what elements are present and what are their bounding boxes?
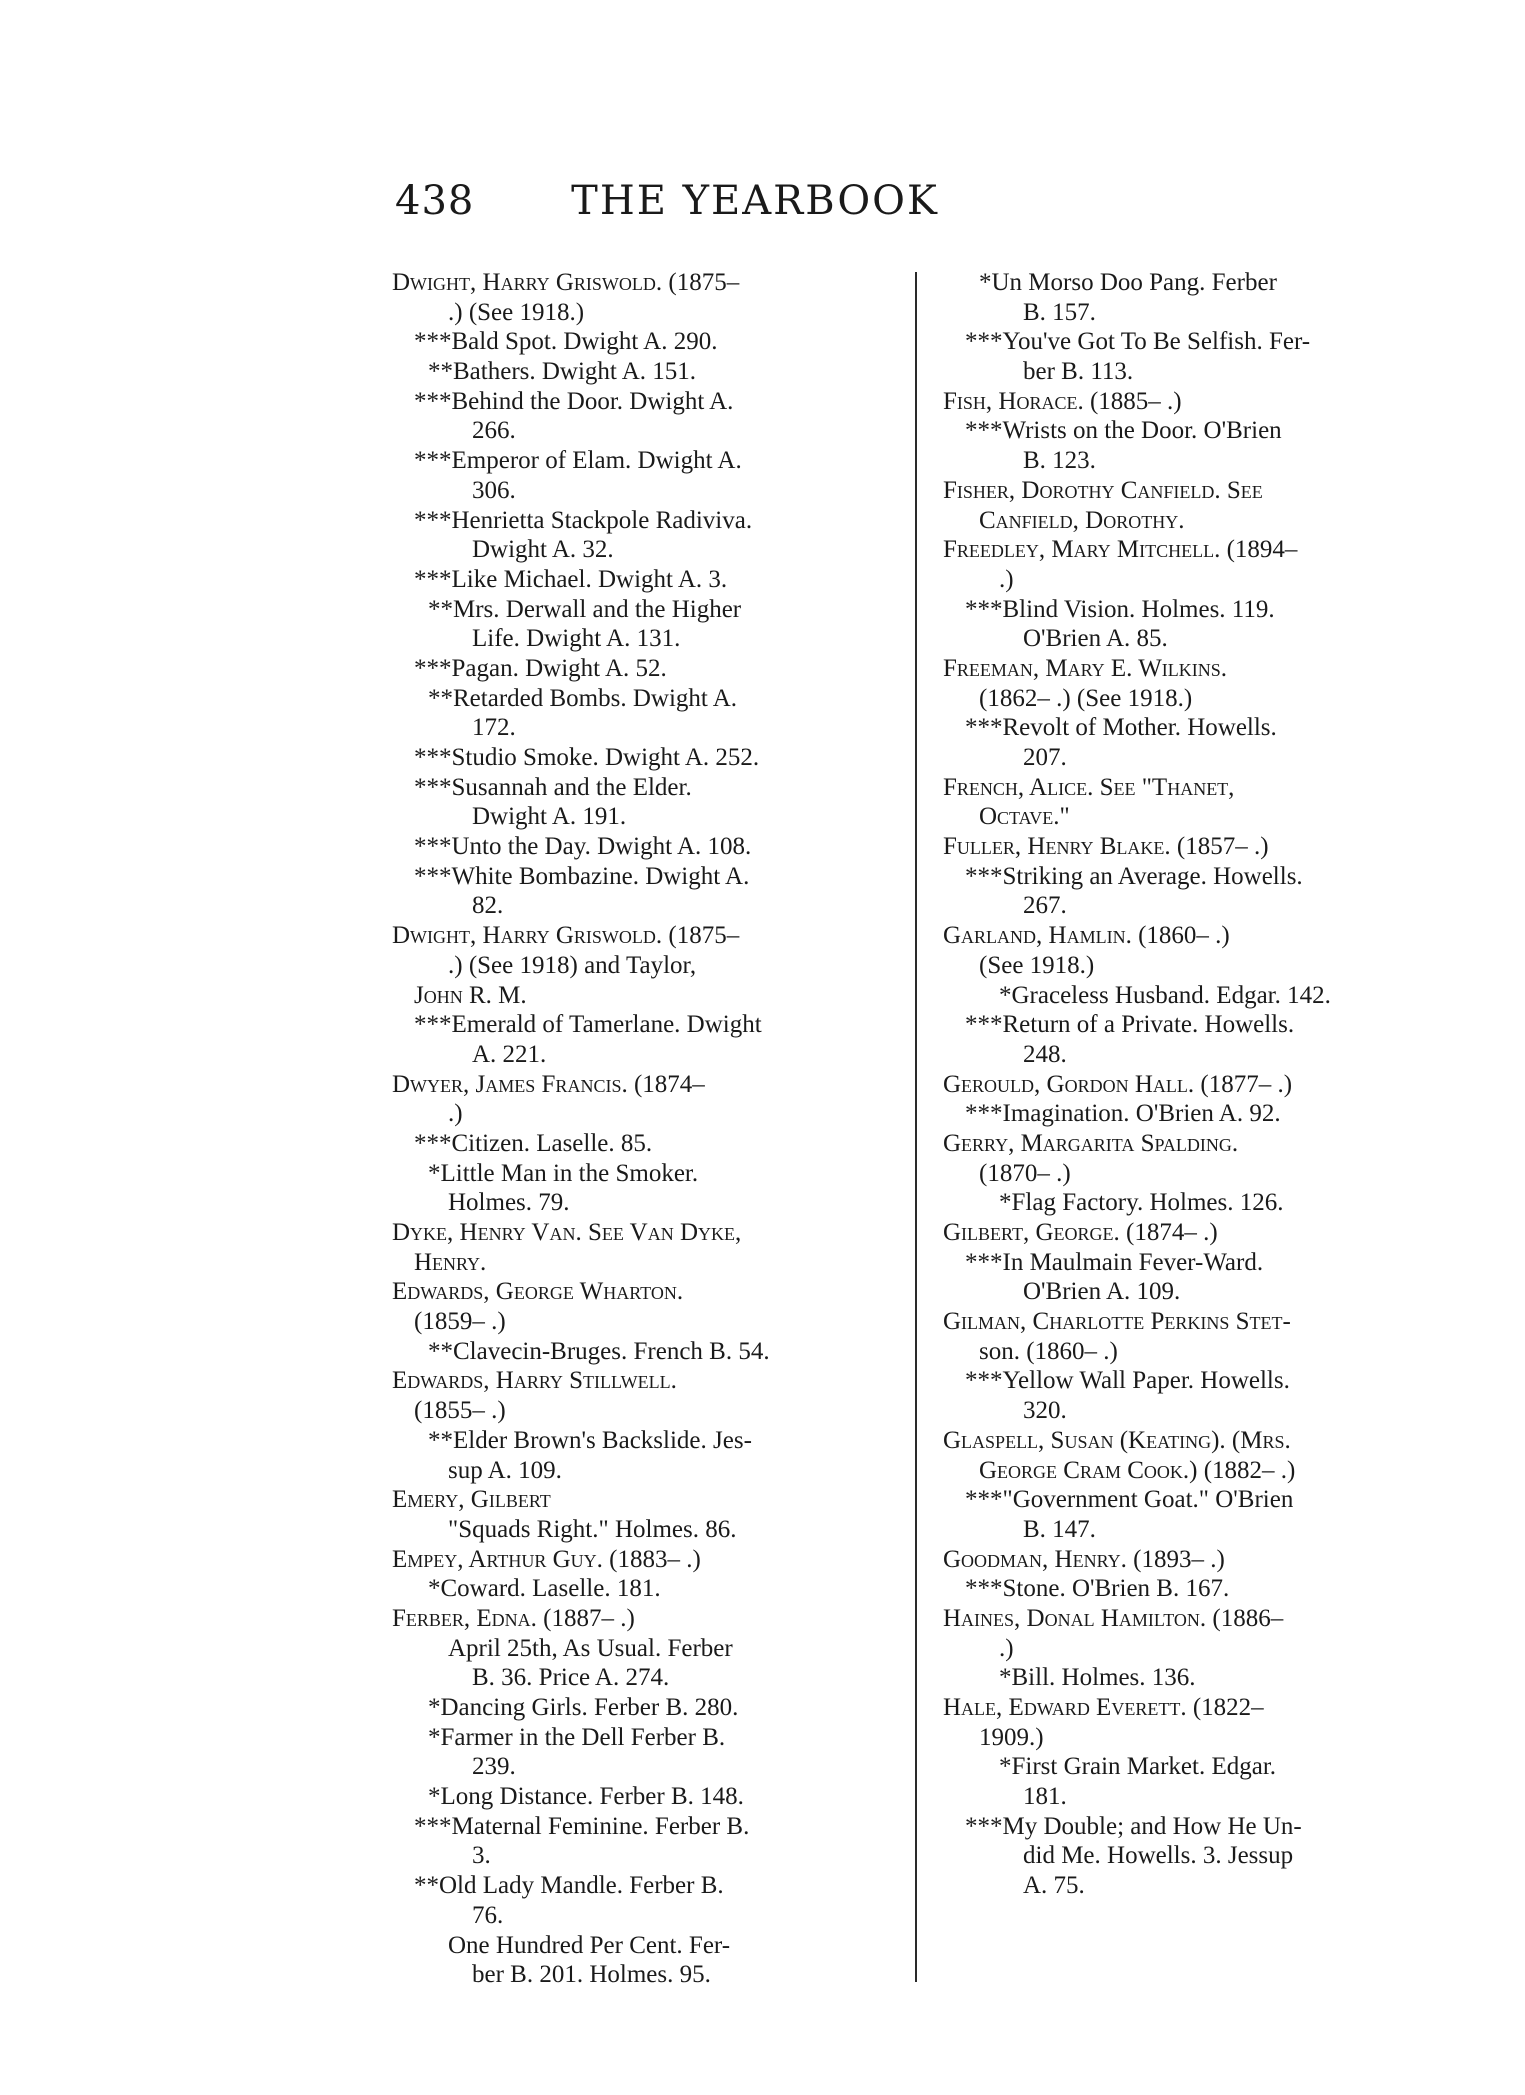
author-entry: Edwards, George Wharton. (392, 1278, 684, 1306)
story-entry: ***My Double; and How He Un- (965, 1812, 1302, 1840)
story-entry: April 25th, As Usual. Ferber (448, 1634, 733, 1662)
story-entry: "Squads Right." Holmes. 86. (448, 1515, 737, 1543)
author-entry: Goodman, Henry. (1893– .) (943, 1545, 1225, 1573)
story-entry: *Bill. Holmes. 136. (999, 1664, 1196, 1692)
author-entry: Fish, Horace. (1885– .) (943, 387, 1182, 415)
entry-line: .) (448, 1100, 463, 1128)
author-entry: Hale, Edward Everett. (1822– (943, 1694, 1264, 1721)
entry-line: 266. (472, 417, 516, 445)
entry-line: Henry. (414, 1248, 487, 1276)
page-header (395, 178, 1115, 238)
entry-line: Dwight A. 32. (472, 536, 614, 564)
entry-line: 172. (472, 714, 516, 742)
entry-line: .) (999, 565, 1014, 593)
entry-line: sup A. 109. (448, 1456, 562, 1484)
entry-line: .) (See 1918) and Taylor, (448, 951, 697, 979)
story-entry: *Long Distance. Ferber B. 148. (428, 1783, 744, 1811)
entry-line: A. 221. (472, 1040, 547, 1068)
story-entry: ***Yellow Wall Paper. Howells. (965, 1367, 1290, 1395)
author-entry: Gilman, Charlotte Perkins Stet- (943, 1308, 1291, 1336)
story-entry: *Farmer in the Dell Ferber B. (428, 1723, 726, 1751)
story-entry: *Dancing Girls. Ferber B. 280. (428, 1694, 739, 1721)
author-entry: Dwyer, James Francis. (1874– (392, 1070, 705, 1098)
entry-line: 3. (472, 1842, 491, 1870)
entry-line: 181. (1023, 1783, 1067, 1811)
story-entry: ***Like Michael. Dwight A. 3. (414, 565, 728, 593)
left-column (392, 268, 892, 1990)
story-entry: ***Citizen. Laselle. 85. (414, 1129, 653, 1157)
story-entry: ***Henrietta Stackpole Radiviva. (414, 506, 753, 534)
author-entry: Fuller, Henry Blake. (1857– .) (943, 833, 1269, 861)
story-entry: **Mrs. Derwall and the Higher (428, 595, 742, 623)
author-entry: Freedley, Mary Mitchell. (1894– (943, 536, 1298, 564)
story-entry: *Coward. Laselle. 181. (428, 1575, 661, 1603)
entry-line: (1855– .) (414, 1397, 506, 1425)
entry-line: Octave." (979, 803, 1070, 831)
entry-line: 248. (1023, 1040, 1067, 1068)
entry-line: did Me. Howells. 3. Jessup (1023, 1842, 1294, 1870)
entry-line: Dwight A. 191. (472, 803, 627, 831)
entry-line: O'Brien A. 85. (1023, 625, 1168, 653)
entry-line: George Cram Cook.) (1882– .) (979, 1456, 1296, 1484)
entry-line: B. 147. (1023, 1515, 1096, 1543)
entry-line: (1859– .) (414, 1308, 506, 1336)
entry-line: (1862– .) (See 1918.) (979, 684, 1193, 712)
entry-line: B. 123. (1023, 447, 1096, 475)
author-entry: Glaspell, Susan (Keating). (Mrs. (943, 1426, 1291, 1454)
entry-line: Holmes. 79. (448, 1189, 570, 1217)
entry-line: Canfield, Dorothy. (979, 506, 1185, 534)
story-entry: ***Unto the Day. Dwight A. 108. (414, 833, 752, 861)
story-entry: ***Stone. O'Brien B. 167. (965, 1575, 1230, 1603)
story-entry: **Bathers. Dwight A. 151. (428, 358, 697, 386)
story-entry: ***Studio Smoke. Dwight A. 252. (414, 744, 760, 771)
story-entry: *Graceless Husband. Edgar. 142. (999, 981, 1331, 1009)
story-entry: **Elder Brown's Backslide. Jes- (428, 1426, 752, 1454)
author-entry: Dyke, Henry Van. See Van Dyke, (392, 1219, 742, 1246)
story-entry: ***Susannah and the Elder. (414, 773, 692, 801)
author-entry: Freeman, Mary E. Wilkins. (943, 654, 1228, 682)
story-entry: ***Pagan. Dwight A. 52. (414, 654, 667, 682)
author-entry: Dwight, Harry Griswold. (1875– (392, 269, 740, 296)
entry-line: 239. (472, 1753, 516, 1781)
author-entry: Haines, Donal Hamilton. (1886– (943, 1604, 1284, 1632)
author-entry: Gerould, Gordon Hall. (1877– .) (943, 1070, 1293, 1098)
story-entry: *Un Morso Doo Pang. Ferber (979, 269, 1277, 296)
story-entry: ***Emperor of Elam. Dwight A. (414, 447, 742, 475)
story-entry: One Hundred Per Cent. Fer- (448, 1931, 731, 1959)
entry-line: A. 75. (1023, 1872, 1085, 1900)
story-entry: ***You've Got To Be Selfish. Fer- (965, 328, 1311, 356)
entry-line: Life. Dwight A. 131. (472, 625, 681, 653)
entry-line: 267. (1023, 892, 1067, 920)
entry-line: (1870– .) (979, 1159, 1071, 1187)
entry-line: ber B. 113. (1023, 358, 1134, 386)
entry-line: B. 157. (1023, 298, 1096, 326)
entry-line: O'Brien A. 109. (1023, 1278, 1181, 1306)
story-entry: *First Grain Market. Edgar. (999, 1753, 1277, 1781)
story-entry: ***Imagination. O'Brien A. 92. (965, 1100, 1281, 1128)
entry-line: John R. M. (414, 981, 527, 1009)
story-entry: ***Behind the Door. Dwight A. (414, 387, 734, 415)
author-entry: Dwight, Harry Griswold. (1875– (392, 922, 740, 950)
story-entry: ***Revolt of Mother. Howells. (965, 714, 1277, 742)
entry-line: .) (999, 1634, 1014, 1662)
entry-line: 82. (472, 892, 504, 920)
author-entry: Gerry, Margarita Spalding. (943, 1129, 1239, 1157)
story-entry: ***Blind Vision. Holmes. 119. (965, 595, 1275, 623)
story-entry: *Little Man in the Smoker. (428, 1159, 699, 1187)
author-entry: Edwards, Harry Stillwell. (392, 1367, 677, 1395)
story-entry: ***White Bombazine. Dwight A. (414, 862, 750, 890)
entry-line: B. 36. Price A. 274. (472, 1664, 670, 1692)
author-entry: Empey, Arthur Guy. (1883– .) (392, 1545, 701, 1573)
story-entry: ***Wrists on the Door. O'Brien (965, 417, 1282, 445)
page-number: 438 (395, 178, 475, 224)
entry-line: 1909.) (979, 1723, 1044, 1751)
story-entry: *Flag Factory. Holmes. 126. (999, 1189, 1284, 1217)
entry-line: (See 1918.) (979, 951, 1095, 979)
story-entry: **Retarded Bombs. Dwight A. (428, 684, 738, 712)
page-title: THE YEARBOOK (571, 178, 939, 224)
story-entry: ***Return of a Private. Howells. (965, 1011, 1295, 1039)
author-entry: Ferber, Edna. (1887– .) (392, 1604, 635, 1632)
entry-line: 320. (1023, 1397, 1067, 1425)
entry-line: 306. (472, 476, 516, 504)
entry-line: .) (See 1918.) (448, 298, 585, 326)
author-entry: French, Alice. See "Thanet, (943, 773, 1235, 801)
author-entry: Fisher, Dorothy Canfield. See (943, 476, 1263, 504)
entry-line: ber B. 201. Holmes. 95. (472, 1961, 711, 1989)
entry-line: 76. (472, 1901, 504, 1929)
column-divider (915, 272, 917, 1982)
story-entry: ***Bald Spot. Dwight A. 290. (414, 328, 718, 356)
story-entry: ***Striking an Average. Howells. (965, 862, 1303, 890)
entry-line: 207. (1023, 744, 1067, 771)
author-entry: Garland, Hamlin. (1860– .) (943, 922, 1230, 950)
story-entry: ***Maternal Feminine. Ferber B. (414, 1812, 750, 1840)
author-entry: Emery, Gilbert (392, 1486, 551, 1514)
story-entry: ***In Maulmain Fever-Ward. (965, 1248, 1264, 1276)
story-entry: **Old Lady Mandle. Ferber B. (414, 1872, 724, 1900)
story-entry: **Clavecin-Bruges. French B. 54. (428, 1337, 770, 1365)
story-entry: ***Emerald of Tamerlane. Dwight (414, 1011, 762, 1039)
right-column (943, 268, 1427, 1901)
story-entry: ***"Government Goat." O'Brien (965, 1486, 1294, 1514)
entry-line: son. (1860– .) (979, 1337, 1118, 1365)
author-entry: Gilbert, George. (1874– .) (943, 1219, 1218, 1246)
